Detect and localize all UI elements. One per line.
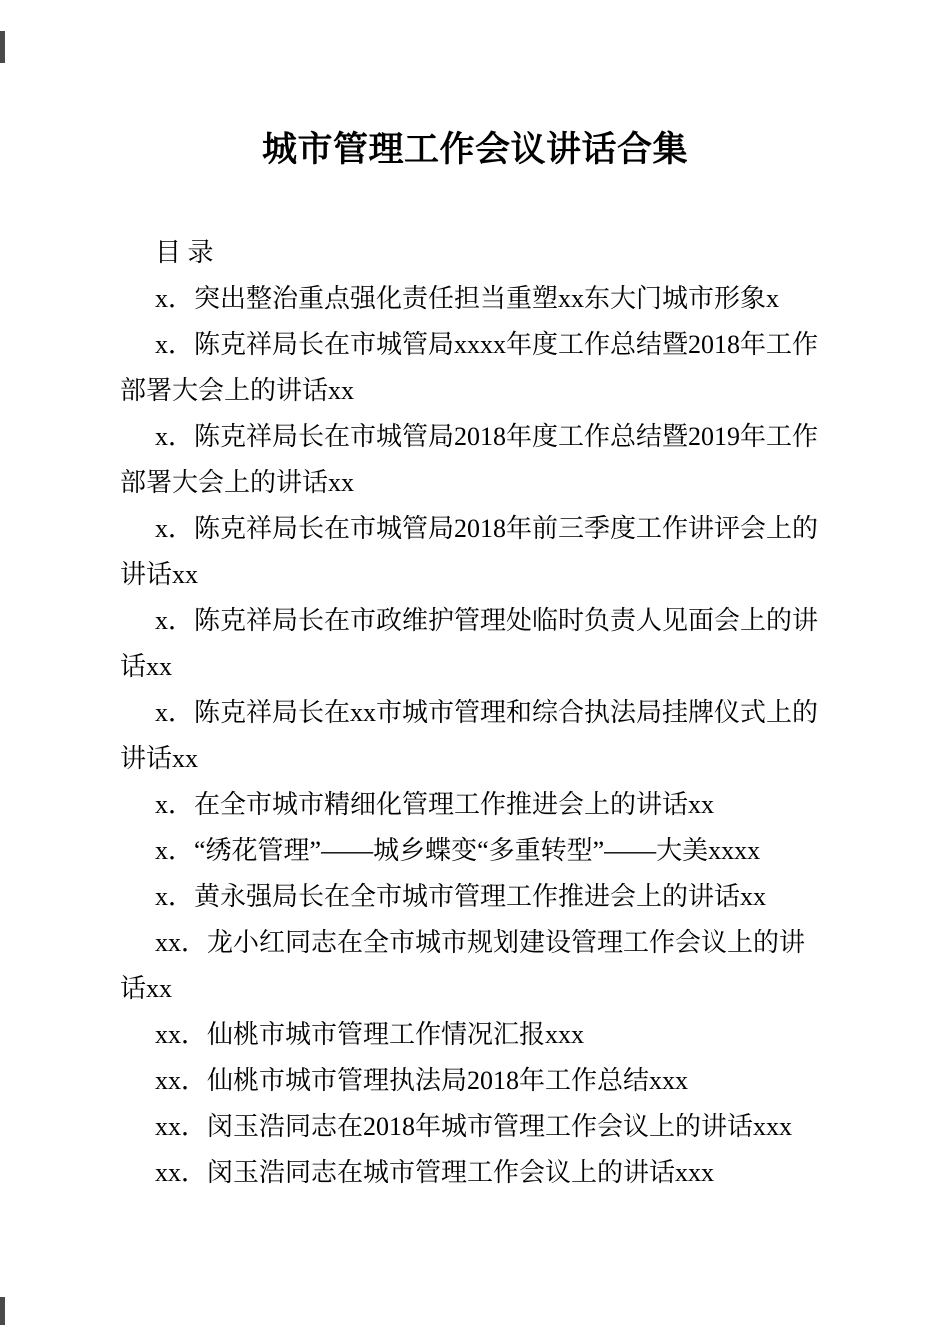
toc-item: x．“绣花管理”——城乡蝶变“多重转型”——大美xxxx: [155, 836, 761, 865]
toc-item: xx．龙小红同志在全市城市规划建设管理工作会议上的讲话xx: [120, 928, 806, 1003]
toc-item: xx．仙桃市城市管理执法局2018年工作总结xxx: [155, 1066, 689, 1095]
toc-item: xx．仙桃市城市管理工作情况汇报xxx: [155, 1020, 585, 1049]
document-title: 城市管理工作会议讲话合集: [261, 130, 688, 169]
toc-item: x．陈克祥局长在市城管局2018年度工作总结暨2019年工作部署大会上的讲话xx: [120, 422, 819, 497]
toc-item: x．陈克祥局长在市城管局xxxx年度工作总结暨2018年工作部署大会上的讲话xx: [120, 330, 819, 405]
page-edge-artifact-bottom: [0, 1297, 5, 1325]
toc-item: x．陈克祥局长在市政维护管理处临时负责人见面会上的讲话xx: [120, 606, 819, 681]
toc-item: xx．闵玉浩同志在2018年城市管理工作会议上的讲话xxx: [155, 1112, 793, 1141]
toc-heading: 目 录: [155, 238, 214, 267]
toc-item: x．在全市城市精细化管理工作推进会上的讲话xx: [155, 790, 715, 819]
toc-item: xx．闵玉浩同志在城市管理工作会议上的讲话xxx: [155, 1158, 715, 1187]
toc-item: x．陈克祥局长在xx市城市管理和综合执法局挂牌仪式上的讲话xx: [120, 698, 819, 773]
toc-item: x．突出整治重点强化责任担当重塑xx东大门城市形象x: [155, 284, 780, 313]
page-edge-artifact-top: [0, 31, 5, 63]
toc-item: x．黄永强局长在全市城市管理工作推进会上的讲话xx: [155, 882, 767, 911]
toc-item: x．陈克祥局长在市城管局2018年前三季度工作讲评会上的讲话xx: [120, 514, 819, 589]
